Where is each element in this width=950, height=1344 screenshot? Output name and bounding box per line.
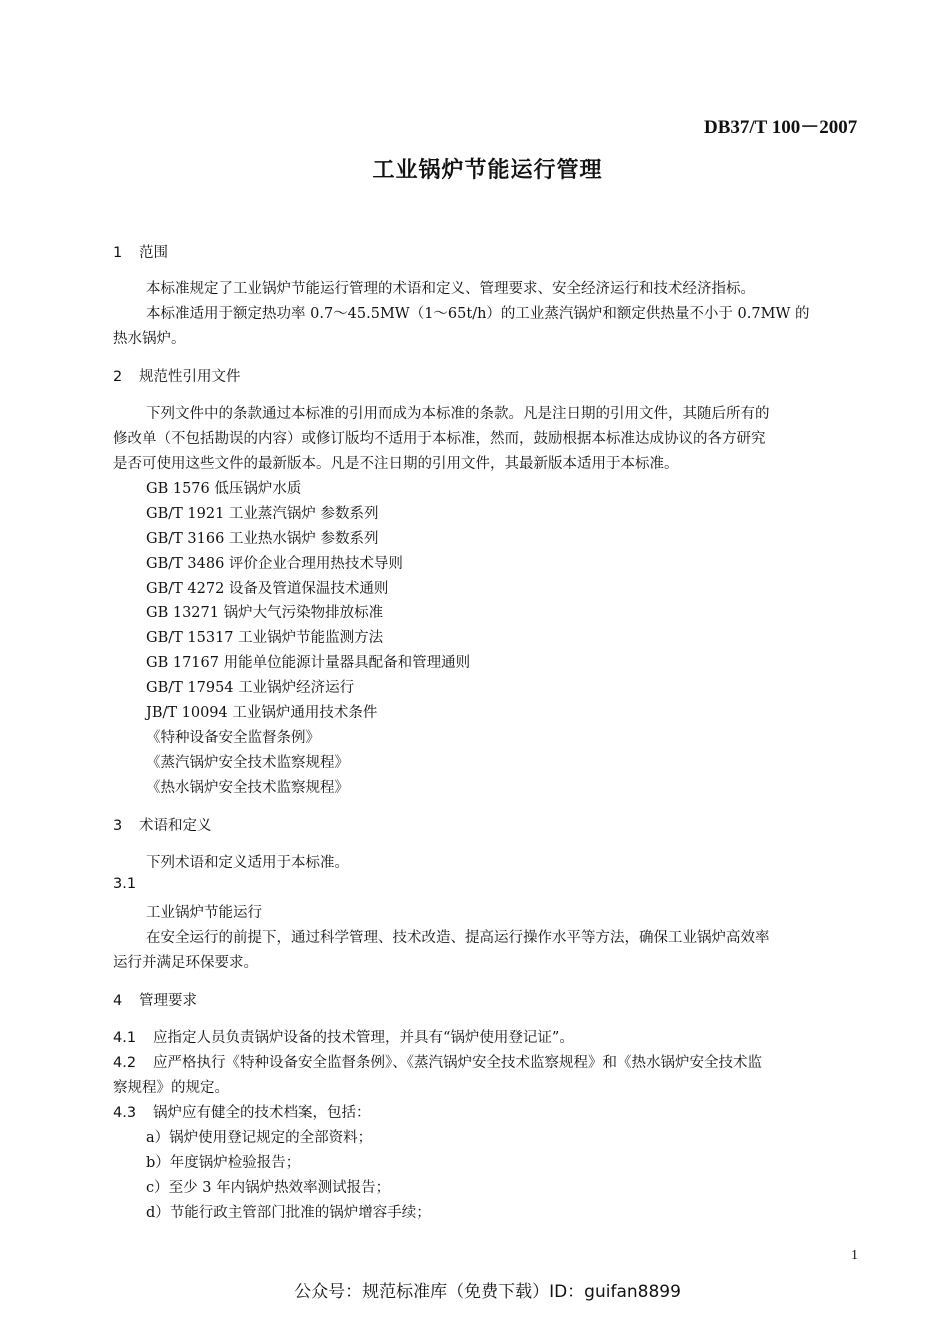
clause-number: 4.2 xyxy=(113,1055,137,1071)
clause-3-1-number: 3.1 xyxy=(113,876,137,892)
reference-item: GB/T 3486 评价企业合理用热技术导则 xyxy=(146,556,403,572)
section-2-heading xyxy=(113,365,241,386)
list-item: c）至少 3 年内锅炉热效率测试报告； xyxy=(146,1180,391,1196)
section-title: 范围 xyxy=(139,245,168,261)
clause-text: 锅炉应有健全的技术档案，包括： xyxy=(153,1105,371,1121)
reference-item: GB 1576 低压锅炉水质 xyxy=(146,481,302,497)
section-title: 术语和定义 xyxy=(139,818,212,834)
section-title: 规范性引用文件 xyxy=(139,369,241,385)
term-definition-line-2: 运行并满足环保要求。 xyxy=(113,955,258,971)
clause-4-2-line-1 xyxy=(113,1051,762,1072)
clause-4-1 xyxy=(113,1026,574,1047)
section-title: 管理要求 xyxy=(139,993,197,1009)
clause-text: 应指定人员负责锅炉设备的技术管理，并具有“锅炉使用登记证”。 xyxy=(153,1030,574,1046)
reference-item: GB/T 1921 工业蒸汽锅炉 参数系列 xyxy=(146,506,379,522)
reference-item: 《蒸汽锅炉安全技术监察规程》 xyxy=(146,755,349,771)
reference-item: GB/T 3166 工业热水锅炉 参数系列 xyxy=(146,531,379,547)
term-heading: 工业锅炉节能运行 xyxy=(146,905,262,921)
clause-number: 4.1 xyxy=(113,1030,137,1046)
section-1-heading xyxy=(113,241,168,262)
clause-number: 4.3 xyxy=(113,1105,137,1121)
list-item: d）节能行政主管部门批准的锅炉增容手续； xyxy=(146,1205,431,1221)
term-definition-line-1: 在安全运行的前提下，通过科学管理、技术改造、提高运行操作水平等方法，确保工业锅炉高效率 xyxy=(146,930,770,946)
reference-item: 《特种设备安全监督条例》 xyxy=(146,730,320,746)
reference-item: GB 13271 锅炉大气污染物排放标准 xyxy=(146,605,384,621)
section-3-heading xyxy=(113,814,212,835)
s1-paragraph-2-line-1: 本标准适用于额定热功率 0.7～45.5MW（1～65t/h）的工业蒸汽锅炉和额定供热量不小于 0.7MW 的 xyxy=(146,306,810,322)
reference-item: GB 17167 用能单位能源计量器具配备和管理通则 xyxy=(146,655,471,671)
page-number: 1 xyxy=(851,1248,858,1263)
standard-code: DB37/T 100－2007 xyxy=(704,117,858,138)
page-title: 工业锅炉节能运行管理 xyxy=(372,158,603,183)
footer-watermark: 公众号：规范标准库（免费下载）ID：guifan8899 xyxy=(294,1282,681,1302)
clause-4-2-line-2: 察规程》的规定。 xyxy=(113,1080,229,1096)
section-4-heading xyxy=(113,989,197,1010)
s3-paragraph: 下列术语和定义适用于本标准。 xyxy=(146,855,349,871)
section-number: 3 xyxy=(113,818,123,834)
s2-paragraph-line-3: 是否可使用这些文件的最新版本。凡是不注日期的引用文件，其最新版本适用于本标准。 xyxy=(113,456,679,472)
s2-paragraph-line-2: 修改单（不包括勘误的内容）或修订版均不适用于本标准，然而，鼓励根据本标准达成协议的各方研究 xyxy=(113,431,766,447)
s1-paragraph-2-line-2: 热水锅炉。 xyxy=(113,331,186,347)
clause-text: 应严格执行《特种设备安全监督条例》、《蒸汽锅炉安全技术监察规程》和《热水锅炉安全技术监 xyxy=(153,1055,762,1071)
list-item: a）锅炉使用登记规定的全部资料； xyxy=(146,1130,373,1146)
reference-item: GB/T 4272 设备及管道保温技术通则 xyxy=(146,581,389,597)
reference-item: GB/T 17954 工业锅炉经济运行 xyxy=(146,680,355,696)
clause-4-3 xyxy=(113,1101,371,1122)
s2-paragraph-line-1: 下列文件中的条款通过本标准的引用而成为本标准的条款。凡是注日期的引用文件，其随后所有的 xyxy=(146,406,770,422)
reference-item: JB/T 10094 工业锅炉通用技术条件 xyxy=(146,705,378,721)
reference-item: 《热水锅炉安全技术监察规程》 xyxy=(146,780,349,796)
s1-paragraph-1: 本标准规定了工业锅炉节能运行管理的术语和定义、管理要求、安全经济运行和技术经济指标。 xyxy=(146,281,755,297)
list-item: b）年度锅炉检验报告； xyxy=(146,1155,301,1171)
section-number: 1 xyxy=(113,245,123,261)
reference-item: GB/T 15317 工业锅炉节能监测方法 xyxy=(146,630,384,646)
section-number: 2 xyxy=(113,369,123,385)
section-number: 4 xyxy=(113,993,123,1009)
